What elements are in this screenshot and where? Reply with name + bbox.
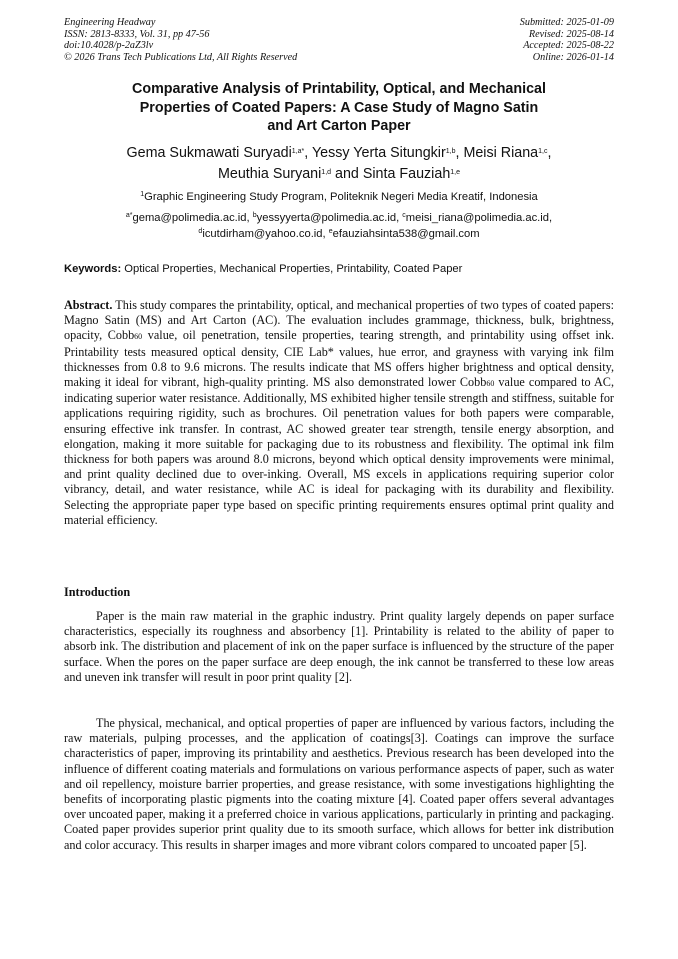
journal-header-right [520,17,614,63]
paper-title [64,80,614,136]
journal-name: Engineering Headway [64,17,156,28]
author-name: Sinta Fauziah [362,166,451,182]
keywords [64,262,614,276]
submitted-date: Submitted: 2025-01-09 [519,17,614,28]
affiliation: $^1$Graphic Engineering Study Program, Politeknik Negeri Media Kreatif, Indonesia [140,191,538,203]
author-sup: 1,c [538,148,548,155]
author-sup: 1,b [445,148,456,155]
issn-line: ISSN: 2813-8333, Vol. 31, pp 47-56 [64,28,210,40]
intro-paragraph-1: Paper is the main raw material in the graphic industry. Print quality largely depends on paper surface characteristics, especially its roughness and absorbency [1]. Printability is related to the ability of paper to absorb ink. The distribution and placement of ink on the paper surface is influenced by the structure of the paper surface. When the pores on the paper surface are deep enough, the ink cannot be transferred to these low areas and uneven ink transfer will result in poor print quality [2]. [64,609,614,684]
keywords-text: Optical Properties, Mechanical Properties, Printability, Coated Paper [121,263,463,275]
copyright-line: © 2026 Trans Tech Publications Ltd, All Rights Reserved [64,51,298,63]
author-sup: 1,e [450,169,460,176]
author-list [64,143,614,185]
doi-line: doi:10.4028/p-2aZ3lv [64,40,154,52]
online-date: Online: 2026-01-14 [532,51,614,63]
author-line-2: Meuthia Suryani$^{1,d}$ and Sinta Fauziah$^{1,e}$ [217,166,460,182]
title-line: Properties of Coated Papers: A Case Study of Magno Satin [139,99,539,116]
email-link[interactable]: gema@polimedia.ac.id, [132,212,253,224]
email-link[interactable]: icutdirham@yahoo.co.id, [202,228,329,240]
email-list: $^{a*}$gema@polimedia.ac.id, $^b$yessyyerta@polimedia.ac.id, $^c$meisi_riana@polimedia.ac.id, $^d$icutdirham@yahoo.co.id, $^e$efauziahsinta538@gmail.com [125,212,553,240]
email-link[interactable]: meisi_riana@polimedia.ac.id, [405,212,553,224]
abstract: Abstract. This study compares the printability, optical, and mechanical properties of two types of coated papers: Magno Satin (MS) and Art Carton (AC). The evaluation includes grammage, thickness, bulk, brightness, opacity, Cobb60 value, oil penetration, tensile properties, tearing strength, and printability using offset ink. Printability tests measured optical density, CIE Lab* values, hue error, and grayness with varying ink film thicknesses from 0.8 to 9.6 microns. The results indicate that MS offers higher brightness and optical density, making it ideal for vibrant, high-quality printing. MS also demonstrated lower Cobb60 value compared to AC, indicating superior water resistance. Additionally, MS exhibited higher tensile strength and stiffness, suitable for applications requiring rigidity, such as brochures. Oil penetration values for both papers were comparable, ensuring effective ink transfer. In contrast, AC showed greater tear strength, tensile energy absorption, and elongation, making it more suitable for packaging due to its robustness and flexibility. The optimal ink film thickness for both papers was around 8.0 microns, beyond which optical density improvements were minimal, and print quality declined due to over-inking. Overall, MS excels in applications requiring superior color vibrancy, detail, and water resistance, while AC is ideal for packaging with its durability and flexibility. Selecting the appropriate paper type based on specific printing requirements ensures optimal print quality and material efficiency. [64,298,614,527]
keywords-label: Keywords: [64,263,122,275]
author-name: Gema Sukmawati Suryadi [126,145,292,161]
revised-date: Revised: 2025-08-14 [528,28,614,40]
title-line: and Art Carton Paper [267,118,411,134]
title-line: Comparative Analysis of Printability, Optical, and Mechanical [132,81,546,97]
author-name: Meisi Riana [463,145,539,161]
author-sup: 1,a* [291,148,305,155]
section-heading-introduction: Introduction [64,585,131,599]
journal-header-left [64,17,297,63]
author-name: Meuthia Suryani [217,166,322,182]
email-link[interactable]: efauziahsinta538@gmail.com [332,228,480,240]
abstract-label: Abstract. [64,298,113,312]
author-name: Yessy Yerta Situngkir [311,145,446,161]
author-line-1: Gema Sukmawati Suryadi$^{1,a*}$, Yessy Yerta Situngkir$^{1,b}$, Meisi Riana$^{1,c}$, [126,145,552,161]
accepted-date: Accepted: 2025-08-22 [523,40,614,52]
author-sup: 1,d [321,169,332,176]
intro-paragraph-2: The physical, mechanical, and optical properties of paper are influenced by various factors, including the raw materials, pulping processes, and the application of coatings[3]. Coatings can improve the surface characteristics of paper, improving its printability and aesthetics. Previous research has been developed into the influence of different coating materials and formulations on various performance aspects of paper, such as water and oil repellency, moisture barrier properties, and grease resistance, with some investigations highlighting the benefits of incorporating plastic pigments into the coating mixture [4]. Coated paper offers several advantages over uncoated paper, making it a preferred choice in various applications, particularly in printing and packaging. Coated paper provides superior print quality due to its smooth surface, which allows for better ink distribution and color accuracy. This results in sharper images and more vibrant colors compared to uncoated paper [5]. [64,716,614,852]
email-link[interactable]: yessyyerta@polimedia.ac.id, [256,212,403,224]
